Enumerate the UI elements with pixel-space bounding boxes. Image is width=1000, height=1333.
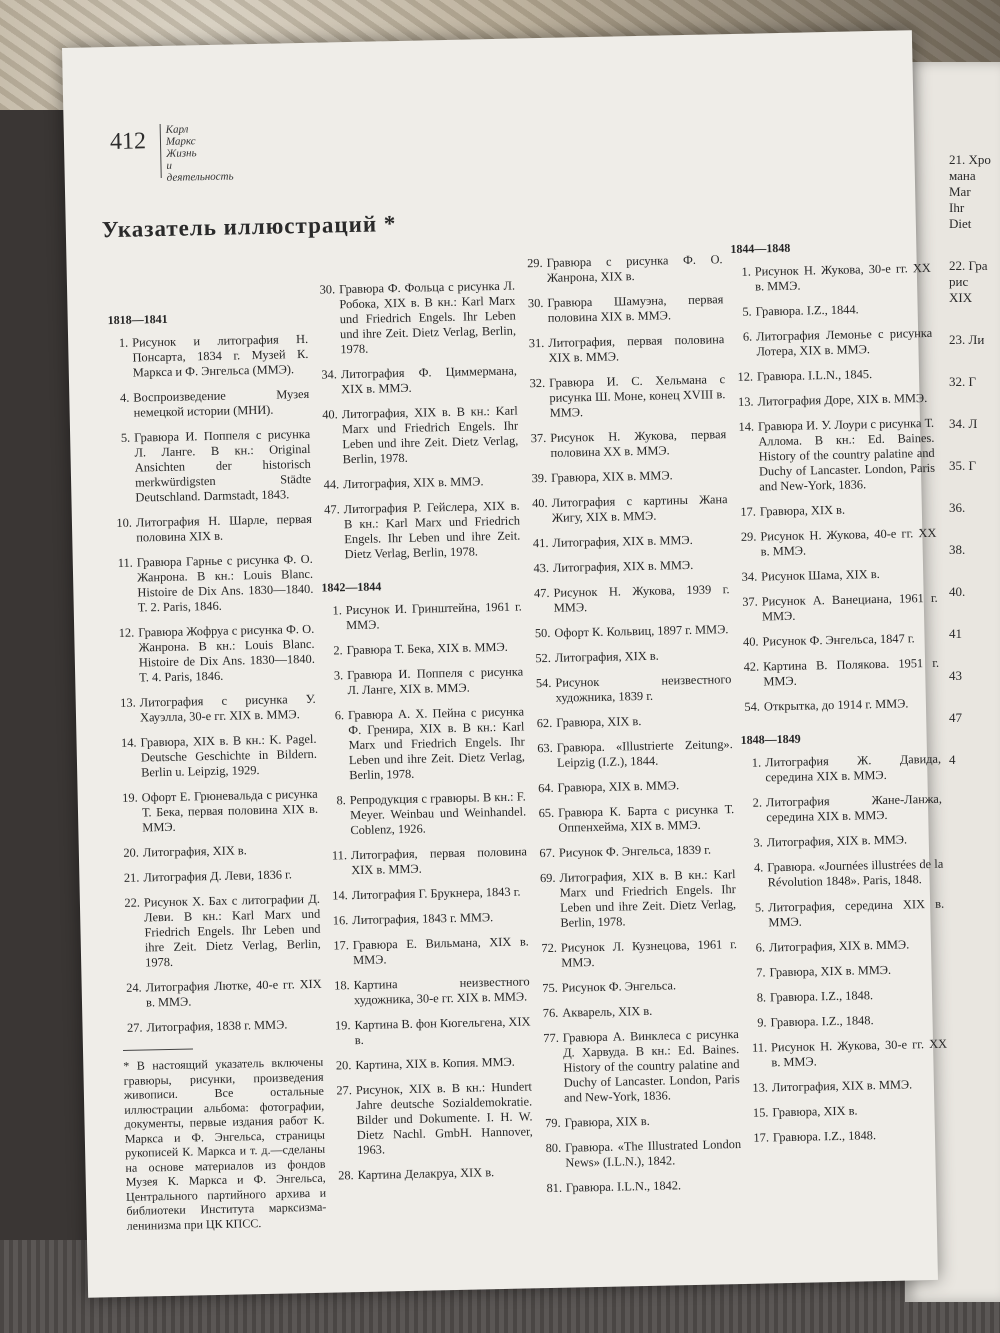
entry-number: 30. <box>319 282 336 297</box>
entry-number: 37. <box>530 430 547 446</box>
index-entry <box>530 622 730 641</box>
section-heading: 1842—1844 <box>321 579 382 595</box>
entry-text: Рисунок Ф. Энгельса. <box>561 978 677 995</box>
entry-text: Литография, первая половина XIX в. ММЭ. <box>548 332 725 365</box>
index-entry <box>522 252 723 286</box>
index-entry <box>113 552 314 616</box>
entry-number: 1. <box>751 755 762 770</box>
facing-page-fragment: Mar <box>949 184 971 199</box>
entry-number: 72. <box>541 940 558 956</box>
section-heading: 1818—1841 <box>107 311 168 328</box>
entry-text: Офорт Е. Грюневальдa с рисунка Т. Бека, первая половина XIX в. ММЭ. <box>141 786 319 835</box>
entry-number: 4. <box>753 860 764 875</box>
footnote: * В настоящий указатель включены гравюры, рисунки, произведения живописи. Все остальные иллюстрации альбома: фотографии, документы, первые издания работ К. Маркса и Ф. Энгельса, страницы рукописей К. Маркса и т. д.—сделаны на основе материалов из фондов Музея К. Маркса и Ф. Энгельса, Центрального партийного архива и библиотеки Института марксизма-ленинизма при ЦК КПСС. <box>123 1054 327 1233</box>
index-column-3 <box>522 252 742 1206</box>
entry-number: 37. <box>742 594 758 609</box>
index-entry <box>527 492 728 526</box>
entry-text: Гравюра Е. Вильмана, XIX в. ММЭ. <box>352 934 529 968</box>
index-entry <box>323 664 524 698</box>
entry-text: Литография, XIX в. ММЭ. <box>552 557 694 575</box>
index-entry <box>739 656 940 690</box>
entry-text: Литография, XIX в. В кн.: Karl Marx und Friedrich Engels. Ihr Leben und ihre Zeit. Dietz Verlag, Berlin, 1978. <box>341 403 519 467</box>
facing-page-fragment: 34. Л <box>949 416 978 431</box>
section-heading: 1844—1848 <box>730 240 791 257</box>
entry-number: 9. <box>757 1015 767 1030</box>
entry-number: 79. <box>544 1115 561 1131</box>
entry-text: Гравюра, XIX в. <box>564 1113 650 1130</box>
entry-number: 15. <box>752 1105 769 1120</box>
entry-number: 65. <box>538 805 555 821</box>
index-entry <box>118 787 319 836</box>
entry-number: 19. <box>334 1018 351 1033</box>
index-entry <box>538 1002 738 1021</box>
index-entry <box>533 777 733 796</box>
entry-text: Акварель, XIX в. <box>562 1003 653 1020</box>
index-entry <box>327 844 528 878</box>
index-entry <box>736 501 936 520</box>
entry-text: Литография, середина XIX в. ММЭ. <box>768 896 945 930</box>
entry-number: 30. <box>527 295 544 311</box>
entry-number: 32. <box>529 375 546 391</box>
index-entry <box>745 937 945 956</box>
entry-number: 11. <box>117 555 133 570</box>
entry-number: 17. <box>333 938 349 953</box>
entry-number: 16. <box>332 913 349 928</box>
index-entry <box>531 672 732 706</box>
entry-number: 29. <box>740 529 757 544</box>
entry-text: Гравюра с рисунка Ф. О. Жанрона, XIX в. <box>546 252 723 285</box>
entry-text: Литография, первая половина XIX в. ММЭ. <box>350 844 528 878</box>
entry-text: Гравюра И. С. Хельмана с рисунка Ш. Моне, конец XVIII в. ММЭ. <box>548 372 726 420</box>
entry-text: Литография Р. Гейслера, XIX в. В кн.: Karl Marx und Friedrich Engels. Ihr Leben und ihre Zeit. Dietz Verlag, Berlin, 1978. <box>343 498 521 562</box>
index-entry <box>748 1077 948 1096</box>
entry-number: 42. <box>743 659 760 674</box>
index-column-4 <box>730 238 949 1156</box>
entry-text: Гравюра А. Винклеса с рисунка Д. Харвуда. В кн.: Ed. Baines. History of the country palatine and Duchy of Lancaster. London, Paris and New-York, 1836. <box>562 1027 740 1105</box>
entry-number: 21. <box>123 870 140 885</box>
entry-text: Картина Делакруа, XIX в. <box>357 1165 495 1183</box>
entry-number: 7. <box>756 965 766 980</box>
entry-text: Литография Ф. Циммермана, XIX в. ММЭ. <box>340 363 518 397</box>
entry-text: Литография, XIX в. ММЭ. <box>766 832 908 850</box>
facing-page-fragment: 40. <box>949 584 966 599</box>
facing-page-fragment: рис <box>949 274 969 289</box>
facing-page-fragment: XIX <box>949 290 973 305</box>
index-entry <box>733 366 933 385</box>
entry-text: Картина, XIX в. Копия. ММЭ. <box>355 1054 515 1073</box>
index-entry <box>740 696 940 715</box>
index-entry <box>108 332 309 381</box>
index-entry <box>737 566 937 585</box>
page-title: Указатель иллюстраций * <box>101 211 397 243</box>
entry-text: Гравюра. I.Z., 1848. <box>772 1128 877 1145</box>
entry-text: Рисунок, XIX в. В кн.: Hundert Jahre deutsche Sozialdemokratie. Bilder und Dokumente. I. H. W. Dietz Nachl. GmbH. Hannover, 1963. <box>355 1079 533 1158</box>
entry-number: 13. <box>737 394 754 409</box>
index-entry <box>732 326 933 360</box>
facing-page-fragment: 21. Хро <box>949 152 991 167</box>
running-head-line: Жизнь <box>166 147 197 160</box>
entry-text: Рисунок Ф. Энгельса, 1839 г. <box>558 842 712 860</box>
index-column-1 <box>108 309 327 1233</box>
entry-number: 12. <box>737 369 754 384</box>
entry-number: 67. <box>539 845 556 861</box>
entry-text: Литография Ж. Давида, середина XIX в. ММЭ. <box>764 751 942 785</box>
index-entry <box>523 292 724 326</box>
entry-text: Литография, XIX в. ММЭ. <box>343 474 484 492</box>
index-entry <box>534 802 735 836</box>
entry-text: Гравюра А. Х. Пейна с рисунка Ф. Гренира, XIX в. В кн.: Karl Marx und Friedrich Engels. Ihr Leben und ihre Zeit. Dietz Verlag, Berlin, 1978. <box>347 704 526 783</box>
entry-text: Гравюра Ф. Фольца с рисунка Л. Робока, XIX в. В кн.: Karl Marx und Friedrich Engels. Ihr Leben und ihre Zeit. Dietz Verlag, Berlin, 1978. <box>338 278 517 357</box>
index-entry <box>120 892 322 971</box>
entry-number: 5. <box>742 304 752 319</box>
entry-text: Литография, XIX в. ММЭ. <box>552 532 693 550</box>
entry-number: 17. <box>740 504 757 519</box>
index-entry <box>526 427 727 461</box>
entry-text: Рисунок Н. Жукова, 30-е гг. XX в. ММЭ. <box>770 1036 948 1070</box>
entry-number: 13. <box>120 695 136 710</box>
entry-text: Гравюра И. Поппеля с рисунка Л. Ланге. В кн.: Original Ansichten der historisch merkwürdigsten Städte Deutschland. Darmstadt, 1843. <box>134 426 312 505</box>
facing-page-fragment: мана <box>949 168 976 183</box>
page-number: 412 <box>109 128 147 156</box>
entry-number: 18. <box>334 978 350 993</box>
index-entry <box>747 1037 948 1071</box>
index-entry <box>736 526 937 560</box>
index-entry <box>528 532 728 551</box>
footnote-rule <box>123 1048 193 1050</box>
entry-number: 44. <box>323 477 340 492</box>
entry-number: 2. <box>333 643 343 658</box>
entry-text: Рисунок Х. Бах с литографии Д. Леви. В кн.: Karl Marx und Friedrich Engels. Ihr Leben und ihre Zeit. Dietz Verlag, Berlin, 1978. <box>143 891 321 970</box>
entry-text: Гравюра, XIX в. ММЭ. <box>550 468 673 485</box>
entry-text: Гравюра Гарнье с рисунка Ф. О. Жанрона. В кн.: Louis Blanc. Histoire de Dix Ans. 1830—1840. T. 2. Paris, 1846. <box>136 551 314 615</box>
index-entry <box>745 962 945 981</box>
index-entry <box>119 867 319 886</box>
entry-number: 24. <box>126 980 142 995</box>
entry-text: Картина В. Полякова. 1951 г. ММЭ. <box>762 655 940 689</box>
entry-number: 50. <box>534 625 551 641</box>
index-entry <box>529 557 729 576</box>
entry-number: 6. <box>334 708 345 723</box>
entry-number: 40. <box>322 407 338 422</box>
entry-text: Гравюра Шамуэна, первая половина XIX в. ММЭ. <box>547 292 724 325</box>
entry-text: Гравюра Т. Бека, XIX в. ММЭ. <box>346 639 508 658</box>
index-entry <box>541 1137 742 1171</box>
facing-page-fragment: 32. Г <box>949 374 977 389</box>
entry-text: Литография, XIX в. <box>554 648 659 665</box>
entry-number: 39. <box>531 470 548 486</box>
entry-number: 76. <box>542 1005 559 1021</box>
running-head-line: Карл <box>165 123 189 136</box>
index-entry <box>331 1054 531 1073</box>
entry-text: Гравюра К. Барта с рисунка Т. Оппенхейма, XIX в. ММЭ. <box>557 802 735 835</box>
entry-number: 80. <box>545 1140 562 1156</box>
entry-number: 11. <box>331 848 348 863</box>
index-entry <box>535 867 736 931</box>
index-entry <box>538 977 738 996</box>
index-entry <box>540 1112 740 1131</box>
entry-number: 5. <box>754 900 765 915</box>
entry-text: Рисунок Н. Жукова, 1939 г. ММЭ. <box>553 582 730 615</box>
facing-page-fragment: 43 <box>949 668 962 683</box>
entry-number: 4. <box>119 390 130 405</box>
entry-number: 69. <box>539 870 556 886</box>
index-entry <box>109 387 310 421</box>
index-entry <box>122 1017 322 1036</box>
index-entry <box>529 582 730 616</box>
index-entry <box>330 974 531 1008</box>
entry-number: 64. <box>537 780 554 796</box>
entry-text: Картина В. фон Кюгельгена, XIX в. <box>354 1014 531 1048</box>
index-entry <box>112 512 313 546</box>
entry-number: 81. <box>546 1180 563 1196</box>
index-entry <box>746 987 946 1006</box>
entry-number: 5. <box>120 430 131 445</box>
entry-text: Рисунок неизвестного художника, 1839 г. <box>555 672 732 705</box>
index-entry <box>330 1014 531 1048</box>
running-head <box>166 122 234 183</box>
entry-number: 10. <box>116 515 133 530</box>
index-entry <box>539 1027 741 1106</box>
entry-number: 6. <box>755 940 766 955</box>
entry-text: Гравюра. I.Z., 1848. <box>769 988 874 1005</box>
entry-number: 28. <box>338 1168 354 1183</box>
entry-text: Литография, XIX в. <box>142 843 247 860</box>
entry-text: Литография, 1843 г. ММЭ. <box>352 910 494 928</box>
index-entry <box>743 832 943 851</box>
entry-text: Литография Г. Брукнера, 1843 г. <box>351 884 521 903</box>
index-entry <box>322 599 523 633</box>
index-entry <box>114 622 315 686</box>
index-entry <box>742 792 943 826</box>
entry-text: Литография, XIX в. В кн.: Karl Marx und Friedrich Engels. Ihr Leben und ihre Zeit. Dietz Verlag, Berlin, 1978. <box>559 867 737 930</box>
entry-number: 41. <box>532 535 549 551</box>
entry-text: Гравюра, XIX в. ММЭ. <box>769 962 892 980</box>
entry-number: 63. <box>537 740 553 756</box>
entry-text: Литография Доре, XIX в. ММЭ. <box>757 390 928 409</box>
entry-text: Рисунок Н. Жукова, 40-е гг. XX в. ММЭ. <box>760 525 937 559</box>
index-entry <box>527 467 727 486</box>
entry-text: Рисунок Н. Жукова, первая половина XX в. ММЭ. <box>550 427 727 460</box>
facing-page-fragment: 38. <box>949 542 966 557</box>
index-entry <box>317 364 518 398</box>
entry-number: 34. <box>321 367 338 382</box>
index-entry <box>533 737 734 771</box>
index-entry <box>525 372 726 421</box>
entry-number: 3. <box>753 835 763 850</box>
index-entry <box>535 842 735 861</box>
entry-text: Литография с картины Жана Жигу, XIX в. ММЭ. <box>551 492 728 525</box>
entry-number: 43. <box>533 560 550 576</box>
index-entry <box>746 1012 946 1031</box>
index-entry <box>320 499 521 563</box>
entry-number: 47. <box>324 502 340 517</box>
entry-text: Литография с рисунка У. Хауэлла, 30-е гг. XIX в. ММЭ. <box>139 691 316 725</box>
entry-text: Рисунок А. Ванециана, 1961 г. ММЭ. <box>761 590 938 624</box>
entry-text: Гравюра, XIX в. <box>772 1103 858 1120</box>
section-heading: 1848—1849 <box>740 731 801 747</box>
entry-text: Гравюра. I.Z., 1844. <box>755 302 859 319</box>
entry-number: 13. <box>752 1080 769 1095</box>
index-entry <box>542 1177 742 1196</box>
header-rule <box>160 124 162 178</box>
index-column-2 <box>315 279 534 1194</box>
index-entry <box>319 474 519 493</box>
index-entry <box>110 427 312 506</box>
entry-text: Офорт К. Кольвиц, 1897 г. ММЭ. <box>554 622 729 640</box>
entry-number: 27. <box>126 1020 143 1035</box>
facing-page-fragment: 47 <box>949 710 962 725</box>
entry-number: 14. <box>120 735 137 750</box>
index-entry <box>734 416 936 495</box>
index-entry <box>744 897 945 931</box>
entry-number: 27. <box>336 1083 353 1098</box>
entry-text: Гравюра. I.L.N., 1842. <box>565 1178 682 1195</box>
entry-text: Картина неизвестного художника, 30-е гг. XIX в. ММЭ. <box>353 974 530 1008</box>
entry-number: 62. <box>536 715 553 731</box>
entry-number: 6. <box>742 329 753 344</box>
entry-text: Гравюра, XIX в. ММЭ. <box>557 778 680 795</box>
entry-text: Литография Жане-Ланжа, середина XIX в. ММЭ. <box>765 791 943 825</box>
entry-text: Гравюра Жофруа с рисунка Ф. О. Жанрона. В кн.: Louis Blanc. Histoire de Dix Ans. 1830—1840. T. 4. Paris, 1846. <box>138 621 315 685</box>
entry-number: 20. <box>123 845 140 860</box>
entry-number: 19. <box>122 790 138 805</box>
entry-text: Рисунок Ф. Энгельса, 1847 г. <box>762 631 915 649</box>
entry-text: Рисунок Н. Жукова, 30-е гг. XX в. ММЭ. <box>754 260 931 294</box>
facing-page-fragment: 4 <box>949 752 956 767</box>
index-entry <box>332 1079 534 1158</box>
entry-text: Рисунок Шама, XIX в. <box>761 566 880 584</box>
facing-page-fragment: Ihr <box>949 200 965 215</box>
entry-text: Литография, XIX в. ММЭ. <box>771 1077 913 1095</box>
index-entry <box>324 704 526 783</box>
index-entry <box>738 631 938 650</box>
index-entry <box>748 1102 948 1121</box>
entry-number: 17. <box>753 1130 770 1145</box>
index-entry <box>326 789 527 838</box>
index-entry <box>738 591 939 625</box>
entry-number: 2. <box>752 795 763 810</box>
entry-number: 77. <box>543 1030 559 1046</box>
index-entry <box>524 332 725 366</box>
entry-text: Гравюра, XIX в. В кн.: K. Pagel. Deutsche Geschichte in Bildern. Berlin u. Leipzig, 1929. <box>140 731 317 780</box>
running-head-line: и <box>166 159 173 172</box>
index-entry <box>334 1164 534 1183</box>
index-entry <box>731 261 932 295</box>
entry-text: Литография, 1838 г. ММЭ. <box>146 1017 288 1035</box>
entry-number: 75. <box>542 980 558 996</box>
facing-page-fragment: 35. Г <box>949 458 977 473</box>
entry-number: 31. <box>528 335 545 351</box>
facing-page-fragment: Diet <box>949 216 972 231</box>
index-entry <box>323 639 523 658</box>
entry-text: Гравюра, XIX в. <box>759 502 846 519</box>
entry-text: Репродукция с гравюры. В кн.: F. Meyer. Weinbau und Weinhandel. Coblenz, 1926. <box>349 789 527 838</box>
facing-page-fragment: 23. Ли <box>949 332 985 347</box>
entry-text: Гравюра И. У. Лоури с рисунка Т. Аллома. В кн.: Ed. Baines. History of the country palatine and Duchy of Lancaster. London, Paris and New-York, 1836. <box>757 415 936 494</box>
entry-number: 47. <box>533 585 550 601</box>
entry-text: Рисунок и литография Н. Понсарта, 1834 г. Музей К. Маркса и Ф. Энгельса (ММЭ). <box>132 331 309 380</box>
entry-text: Гравюра, XIX в. <box>556 714 642 730</box>
facing-page-fragment: 36. <box>949 500 966 515</box>
entry-text: Литография Д. Леви, 1836 г. <box>143 867 293 885</box>
entry-number: 54. <box>744 699 761 714</box>
entry-number: 29. <box>526 255 543 271</box>
entry-text: Гравюра. «The Illustrated London News» (I.L.N.), 1842. <box>564 1137 742 1170</box>
running-head-line: Маркс <box>165 135 196 148</box>
index-entry <box>119 842 319 861</box>
index-entry <box>741 752 942 786</box>
entry-text: Гравюра И. Поппеля с рисунка Л. Ланге, XIX в. ММЭ. <box>347 664 524 698</box>
entry-number: 20. <box>335 1058 352 1073</box>
entry-number: 8. <box>336 793 346 808</box>
entry-number: 22. <box>124 895 141 910</box>
index-entry <box>315 279 517 358</box>
entry-number: 34. <box>741 569 758 584</box>
book-page <box>62 30 948 1298</box>
entry-text: Литография Н. Шарле, первая половина XIX в. <box>135 511 313 545</box>
entry-text: Литография, XIX в. ММЭ. <box>768 937 910 955</box>
entry-number: 12. <box>118 625 135 640</box>
facing-page-fragment: 41 <box>949 626 962 641</box>
entry-number: 1. <box>332 603 342 618</box>
entry-text: Гравюра. «Illustrierte Zeitung». Leipzig (I.Z.), 1844. <box>556 737 733 770</box>
entry-text: Открытка, до 1914 г. ММЭ. <box>763 696 909 714</box>
entry-text: Литография Лютке, 40-е гг. XIX в. ММЭ. <box>145 976 322 1010</box>
index-entry <box>743 857 944 891</box>
index-entry <box>328 909 528 928</box>
entry-number: 14. <box>332 888 348 903</box>
running-head-line: деятельность <box>166 170 234 184</box>
index-entry <box>116 692 317 726</box>
entry-text: Рисунок Л. Кузнецова, 1961 г. ММЭ. <box>560 937 738 970</box>
index-entry <box>116 732 317 781</box>
entry-number: 3. <box>333 668 344 683</box>
facing-page-fragment: 22. Гра <box>949 258 988 273</box>
entry-text: Рисунок И. Гринштейна, 1961 г. ММЭ. <box>345 599 522 633</box>
entry-text: Гравюра. I.Z., 1848. <box>770 1013 874 1030</box>
index-entry <box>732 301 932 320</box>
index-entry <box>531 647 731 666</box>
entry-number: 1. <box>741 264 751 279</box>
index-entry <box>733 391 933 410</box>
index-entry <box>537 937 738 971</box>
entry-text: Литография Лемонье с рисунка Лотера, XIX в. ММЭ. <box>756 325 933 359</box>
entry-text: Гравюра. «Journées illustrées de la Révolution 1848». Paris, 1848. <box>767 856 944 890</box>
entry-text: Воспроизведение Музея немецкой истории (МНИ). <box>133 386 310 420</box>
entry-number: 11. <box>751 1040 768 1055</box>
entry-number: 40. <box>742 634 759 649</box>
index-entry <box>749 1127 949 1146</box>
index-entry <box>532 712 732 731</box>
index-entry <box>329 934 530 968</box>
entry-number: 1. <box>118 335 129 350</box>
entry-number: 54. <box>535 675 552 691</box>
entry-number: 8. <box>756 990 767 1005</box>
entry-text: Гравюра. I.L.N., 1845. <box>756 367 873 384</box>
entry-number: 14. <box>738 419 755 434</box>
entry-number: 40. <box>531 495 548 511</box>
index-entry <box>328 884 528 903</box>
index-entry <box>122 977 323 1011</box>
index-entry <box>318 404 519 468</box>
entry-number: 52. <box>535 650 552 666</box>
